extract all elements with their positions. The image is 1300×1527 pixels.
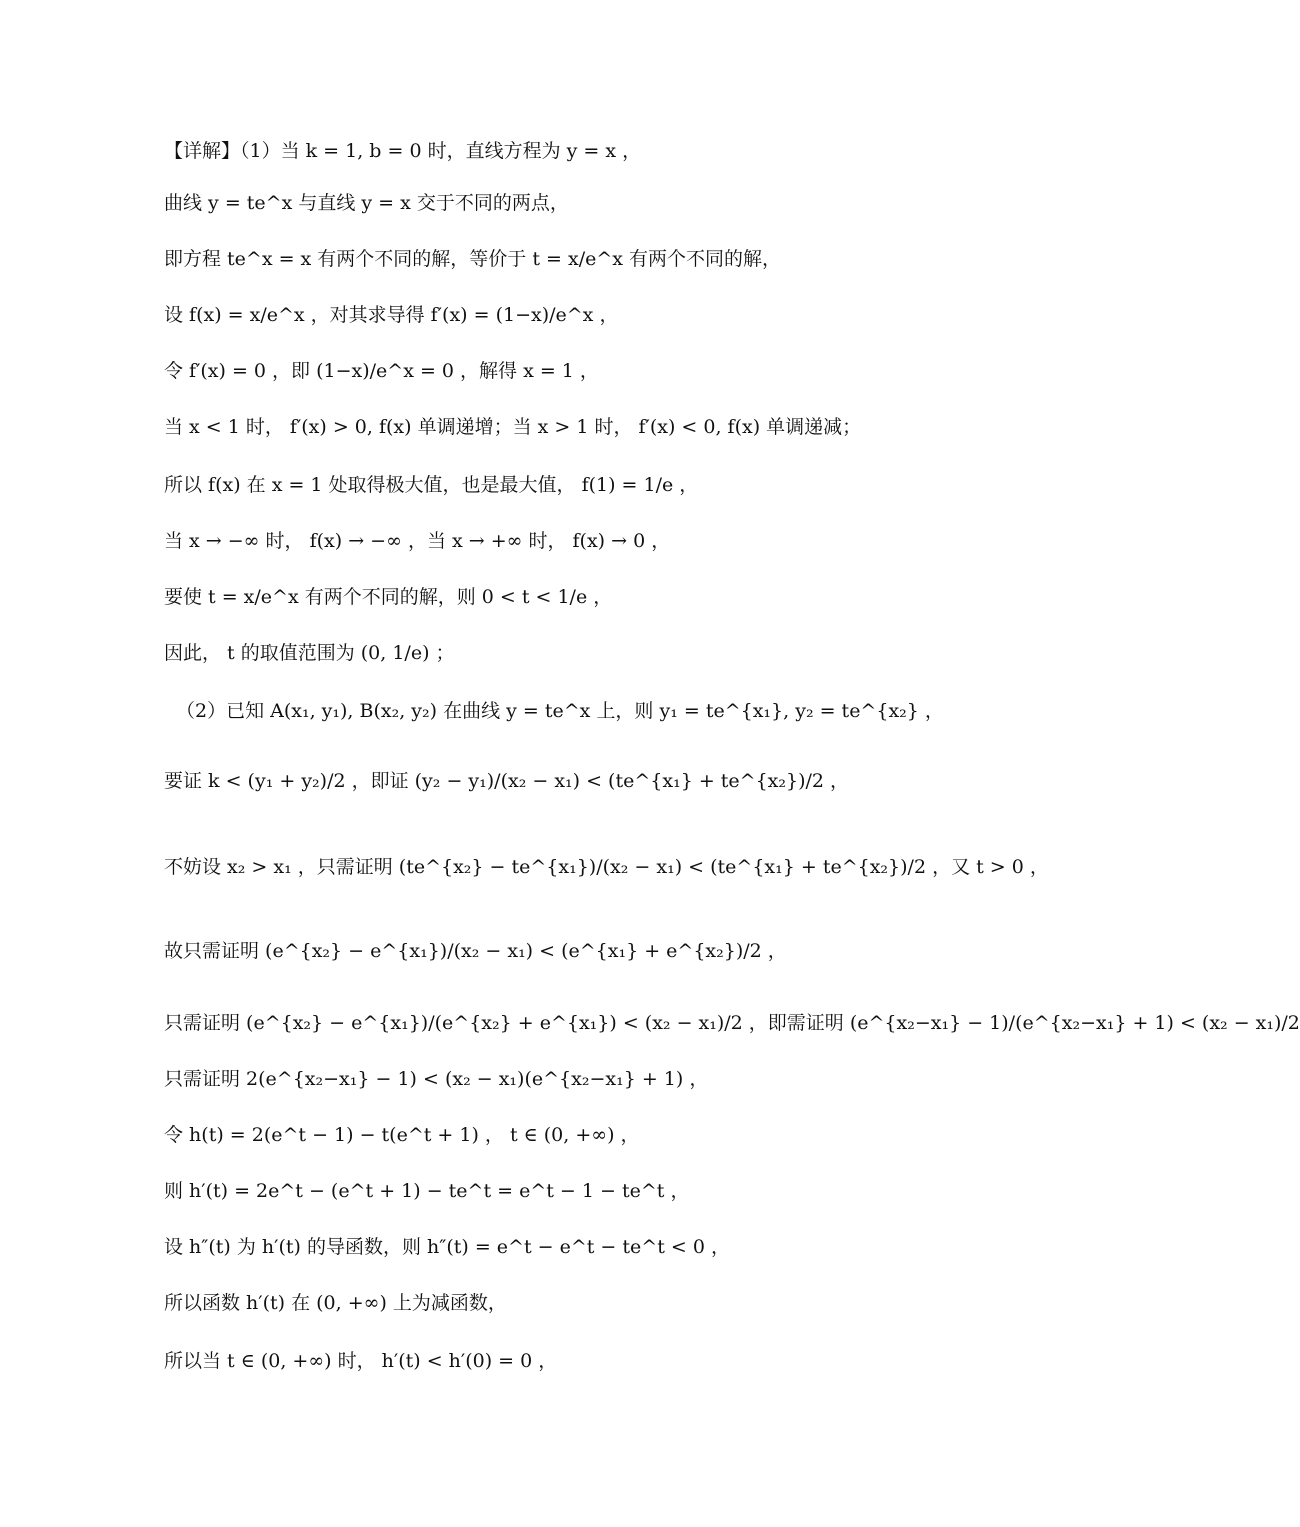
line-3 — [164, 248, 781, 271]
text-line-7: 所以 f(x) 在 x = 1 处取得极大值，也是最大值， f(1) = 1/e ， — [164, 474, 699, 496]
text-line-10: 因此， t 的取值范围为 (0, 1/e) ； — [164, 642, 455, 664]
text-line-12: 要证 k < (y₁ + y₂)/2 ，即证 (y₂ − y₁)/(x₂ − x₁) < (te^{x₁} + te^{x₂})/2 ， — [164, 770, 850, 792]
line-5 — [164, 360, 599, 383]
line-20 — [164, 1292, 507, 1315]
text-line-2: 曲线 y = te^x 与直线 y = x 交于不同的两点， — [164, 192, 569, 214]
text-line-1: 【详解】（1）当 k = 1, b = 0 时，直线方程为 y = x ， — [164, 140, 642, 162]
text-line-21: 所以当 t ∈ (0, +∞) 时， h′(t) < h′(0) = 0 ， — [164, 1350, 558, 1372]
text-line-14: 故只需证明 (e^{x₂} − e^{x₁})/(x₂ − x₁) < (e^{x₁} + e^{x₂})/2 ， — [164, 940, 787, 962]
text-line-18: 则 h′(t) = 2e^t − (e^t + 1) − te^t = e^t − 1 − te^t ， — [164, 1180, 690, 1202]
line-10 — [164, 642, 455, 665]
text-line-11: （2）已知 A(x₁, y₁), B(x₂, y₂) 在曲线 y = te^x 上，则 y₁ = te^{x₁}, y₂ = te^{x₂} ， — [176, 700, 944, 722]
line-4 — [164, 304, 618, 327]
line-11 — [176, 700, 944, 723]
text-line-16: 只需证明 2(e^{x₂−x₁} − 1) < (x₂ − x₁)(e^{x₂−x₁} + 1) ， — [164, 1068, 709, 1090]
line-12 — [164, 770, 849, 793]
line-19 — [164, 1236, 730, 1259]
line-18 — [164, 1180, 689, 1203]
line-15 — [164, 1012, 1300, 1035]
text-line-8: 当 x → −∞ 时， f(x) → −∞ ，当 x → +∞ 时， f(x) → 0 ， — [164, 530, 671, 552]
line-7 — [164, 474, 698, 497]
line-1 — [164, 140, 641, 163]
line-16 — [164, 1068, 708, 1091]
line-14 — [164, 940, 787, 963]
text-line-19: 设 h″(t) 为 h′(t) 的导函数，则 h″(t) = e^t − e^t − te^t < 0 ， — [164, 1236, 730, 1258]
line-17 — [164, 1124, 640, 1147]
line-13 — [164, 856, 1049, 879]
text-line-15: 只需证明 (e^{x₂} − e^{x₁})/(e^{x₂} + e^{x₁}) < (x₂ − x₁)/2 ，即需证明 (e^{x₂−x₁} − 1)/(e^{x₂−x₁} + 1) < (x₂ − x₁)/2 — [164, 1012, 1300, 1034]
text-line-9: 要使 t = x/e^x 有两个不同的解，则 0 < t < 1/e ， — [164, 586, 613, 608]
text-line-13: 不妨设 x₂ > x₁ ，只需证明 (te^{x₂} − te^{x₁})/(x₂ − x₁) < (te^{x₁} + te^{x₂})/2 ，又 t > 0 ， — [164, 856, 1049, 878]
line-9 — [164, 586, 612, 609]
text-line-4: 设 f(x) = x/e^x ，对其求导得 f′(x) = (1−x)/e^x ， — [164, 304, 619, 326]
line-6 — [164, 416, 861, 439]
text-line-3: 即方程 te^x = x 有两个不同的解，等价于 t = x/e^x 有两个不同的解， — [164, 248, 782, 270]
line-21 — [164, 1350, 557, 1373]
text-line-20: 所以函数 h′(t) 在 (0, +∞) 上为减函数， — [164, 1292, 507, 1314]
text-line-17: 令 h(t) = 2(e^t − 1) − t(e^t + 1) ， t ∈ (0, +∞) ， — [164, 1124, 640, 1146]
text-line-6: 当 x < 1 时， f′(x) > 0, f(x) 单调递增；当 x > 1 时， f′(x) < 0, f(x) 单调递减； — [164, 416, 862, 438]
line-2 — [164, 192, 569, 215]
text-line-5: 令 f′(x) = 0 ，即 (1−x)/e^x = 0 ，解得 x = 1 ， — [164, 360, 599, 382]
line-8 — [164, 530, 670, 553]
